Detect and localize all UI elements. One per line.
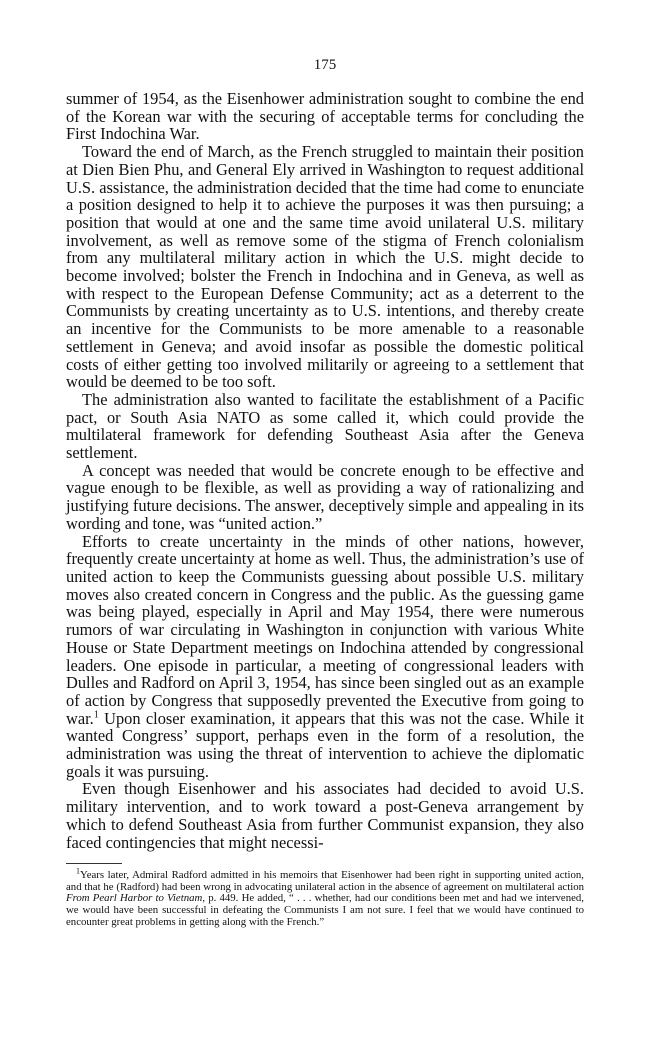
paragraph: Toward the end of March, as the French struggled to maintain their position at Dien Bien Phu, and General Ely arrived in Washington to request additional U.S. assistance, the administration decided that the time had come to enunciate a position designed to help it to achieve the purposes it was then pursuing; a position that would at one and the same time avoid unilateral U.S. military involvement, as well as remove some of the stigma of French colonialism from any multilateral military action in which the U.S. might decide to become involved; bolster the French in Indochina and in Geneva, as well as with respect to the European Defense Community; act as a deterrent to the Communists by creating uncertainty as to U.S. intentions, and thereby create an incentive for the Communists to be more amenable to a reasonable settlement in Geneva; and avoid insofar as possible the domestic political costs of either getting too involved militarily or agreeing to a settlement that would be deemed to be too soft. bbox=[66, 142, 584, 392]
body-text bbox=[66, 90, 584, 851]
footnote-reference[interactable]: 1 bbox=[93, 709, 99, 721]
page-number: 175 bbox=[313, 57, 337, 73]
paragraph-text: Efforts to create uncertainty in the minds of other nations, however, frequently create uncertainty at home as well. Thus, the administration’s use of united action to keep the Communists guessing about possible U.S. military moves also created concern in Congress and the public. As the guessing game was being played, especially in April and May 1954, there were numerous rumors of war circulating in Washington in conjunction with various White House or State Department meetings on Indochina attended by congressional leaders. One episode in particular, a meeting of congressional leaders with Dulles and Radford on April 3, 1954, has since been singled out as an example of action by Congress that supposedly prevented the Executive from going to war. bbox=[66, 531, 584, 728]
paragraph: Even though Eisenhower and his associates had decided to avoid U.S. military intervention, and to work toward a post-Geneva arrangement by which to defend Southeast Asia from further Communist expansion, they also faced contingencies that might necessi- bbox=[66, 779, 584, 852]
footnote-text bbox=[66, 866, 584, 928]
paragraph-text-continued: Upon closer examination, it appears that this was not the case. While it wanted Congress’ support, perhaps even in the form of a resolution, the administration was using the threat of intervention to achieve the diplomatic goals it was pursuing. bbox=[66, 708, 584, 781]
footnote-text-end: , p. 449. He added, “ . . . whether, had our conditions been met and had we intervened, we would have been successful in defeating the Communists I am not sure. I feel that we would have continued to encounter great problems in getting along with the French.” bbox=[66, 892, 584, 928]
footnote-text-start: Years later, Admiral Radford admitted in his memoirs that Eisenhower had been right in supporting united action, and that he (Radford) had been wrong in advocating unilateral action in the absence of agreement on multilateral action bbox=[66, 869, 584, 893]
paragraph: summer of 1954, as the Eisenhower administration sought to combine the end of the Korean war with the securing of acceptable terms for concluding the First Indochina War. bbox=[66, 89, 584, 144]
paragraph: The administration also wanted to facilitate the establishment of a Pacific pact, or South Asia NATO as some called it, which could provide the multilateral framework for defending Southeast Asia after the Geneva settlement. bbox=[66, 389, 584, 463]
footnote-divider bbox=[66, 863, 122, 864]
document-page bbox=[66, 52, 584, 928]
paragraph: A concept was needed that would be concrete enough to be effective and vague enough to be flexible, as well as providing a way of rationalizing and justifying future decisions. The answer, deceptively simple and appealing in its wording and tone, was “united action.” bbox=[66, 460, 584, 533]
footnote-mark: 1 bbox=[76, 866, 80, 876]
footnote bbox=[66, 866, 584, 928]
paragraph bbox=[66, 533, 584, 781]
footnote-source-title: From Pearl Harbor to Vietnam bbox=[66, 892, 203, 905]
